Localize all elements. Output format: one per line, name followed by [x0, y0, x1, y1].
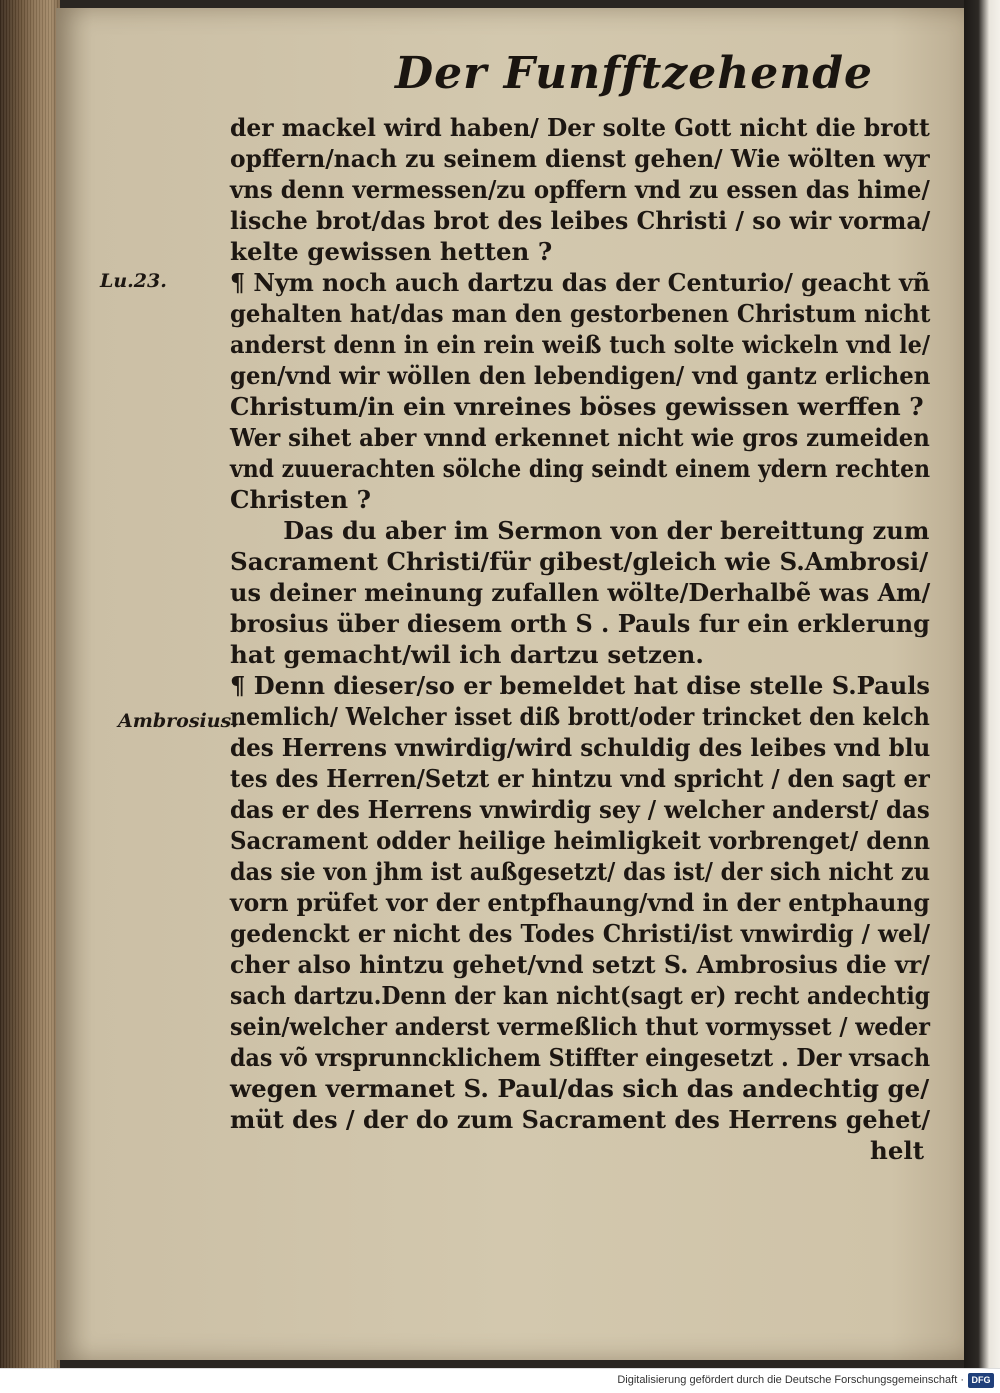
text-line: opffern/nach zu seinem dienst gehen/ Wie wölten wyr: [230, 144, 930, 173]
text-line: kelte gewissen hetten ?: [230, 237, 553, 266]
text-line: Das du aber im Sermon von der bereittung zum: [283, 516, 930, 545]
margin-note-luke: Lu.23.: [100, 270, 167, 292]
next-page-gutter: [964, 0, 1000, 1368]
running-head: Der Funfftzehende: [395, 48, 873, 99]
text-line: Sacrament Christi/für gibest/gleich wie S.Ambrosi/: [230, 547, 929, 576]
text-line: tes des Herren/Setzt er hintzu vnd spricht / den sagt er: [230, 764, 930, 793]
text-line: hat gemacht/wil ich dartzu setzen.: [230, 640, 704, 669]
text-line: gen/vnd wir wöllen den lebendigen/ vnd gantz erlichen: [230, 361, 931, 390]
text-line: Christum/in ein vnreines böses gewissen werffen ?: [230, 392, 924, 421]
text-line: Wer sihet aber vnnd erkennet nicht wie gros zumeiden: [230, 423, 930, 452]
catchword: helt: [870, 1136, 925, 1165]
text-line: lische brot/das brot des leibes Christi / so wir vorma/: [230, 206, 931, 235]
text-line: vorn prüfet vor der entpfhaung/vnd in der entphaung: [230, 888, 930, 917]
margin-note-ambrosius: Ambrosius.: [118, 710, 238, 732]
text-line: cher also hintzu gehet/vnd setzt S. Ambrosius die vr/: [230, 950, 930, 979]
text-line: sein/welcher anderst vermeßlich thut vormysset / weder: [230, 1012, 931, 1041]
text-line: des Herrens vnwirdig/wird schuldig des leibes vnd blu: [230, 733, 931, 762]
body-text: [230, 112, 930, 1166]
text-line: wegen vermanet S. Paul/das sich das andechtig ge/: [230, 1074, 930, 1103]
text-line: gedenckt er nicht des Todes Christi/ist vnwirdig / wel/: [230, 919, 931, 948]
text-line: brosius über diesem orth S . Pauls fur ein erklerung: [230, 609, 930, 638]
text-line: das sie von jhm ist außgesetzt/ das ist/ der sich nicht zu: [230, 857, 930, 886]
text-line: das er des Herrens vnwirdig sey / welcher anderst/ das: [230, 795, 930, 824]
text-line: ¶ Denn dieser/so er bemeldet hat dise stelle S.Pauls: [230, 671, 930, 700]
text-line: Sacrament odder heilige heimligkeit vorbrenget/ denn: [230, 826, 931, 855]
text-line: müt des / der do zum Sacrament des Herrens gehet/: [230, 1105, 931, 1134]
text-line: ¶ Nym noch auch dartzu das der Centurio/ geacht vñ: [230, 268, 930, 297]
text-line: Christen ?: [230, 485, 371, 514]
text-line: das võ vrsprunncklichem Stiffter eingesetzt . Der vrsach: [230, 1043, 931, 1072]
text-line: us deiner meinung zufallen wölte/Derhalbẽ was Am/: [230, 578, 931, 607]
text-line: gehalten hat/das man den gestorbenen Christum nicht: [230, 299, 931, 328]
dfg-logo-icon: DFG: [968, 1373, 994, 1388]
footer-bar: [0, 1368, 1000, 1393]
text-line: vnd zuuerachten sölche ding seindt einem ydern rechten: [230, 454, 931, 483]
funding-credit: Digitalisierung gefördert durch die Deutsche Forschungsgemeinschaft ·: [617, 1374, 964, 1386]
book-page-edges: [0, 0, 60, 1368]
text-line: vns denn vermessen/zu opffern vnd zu essen das hime/: [230, 175, 930, 204]
text-line: anderst denn in ein rein weiß tuch solte wickeln vnd le/: [230, 330, 931, 359]
text-line: nemlich/ Welcher isset diß brott/oder trincket den kelch: [230, 702, 930, 731]
text-line: sach dartzu.Denn der kan nicht(sagt er) recht andechtig: [230, 981, 931, 1010]
text-line: der mackel wird haben/ Der solte Gott nicht die brott: [230, 113, 930, 142]
